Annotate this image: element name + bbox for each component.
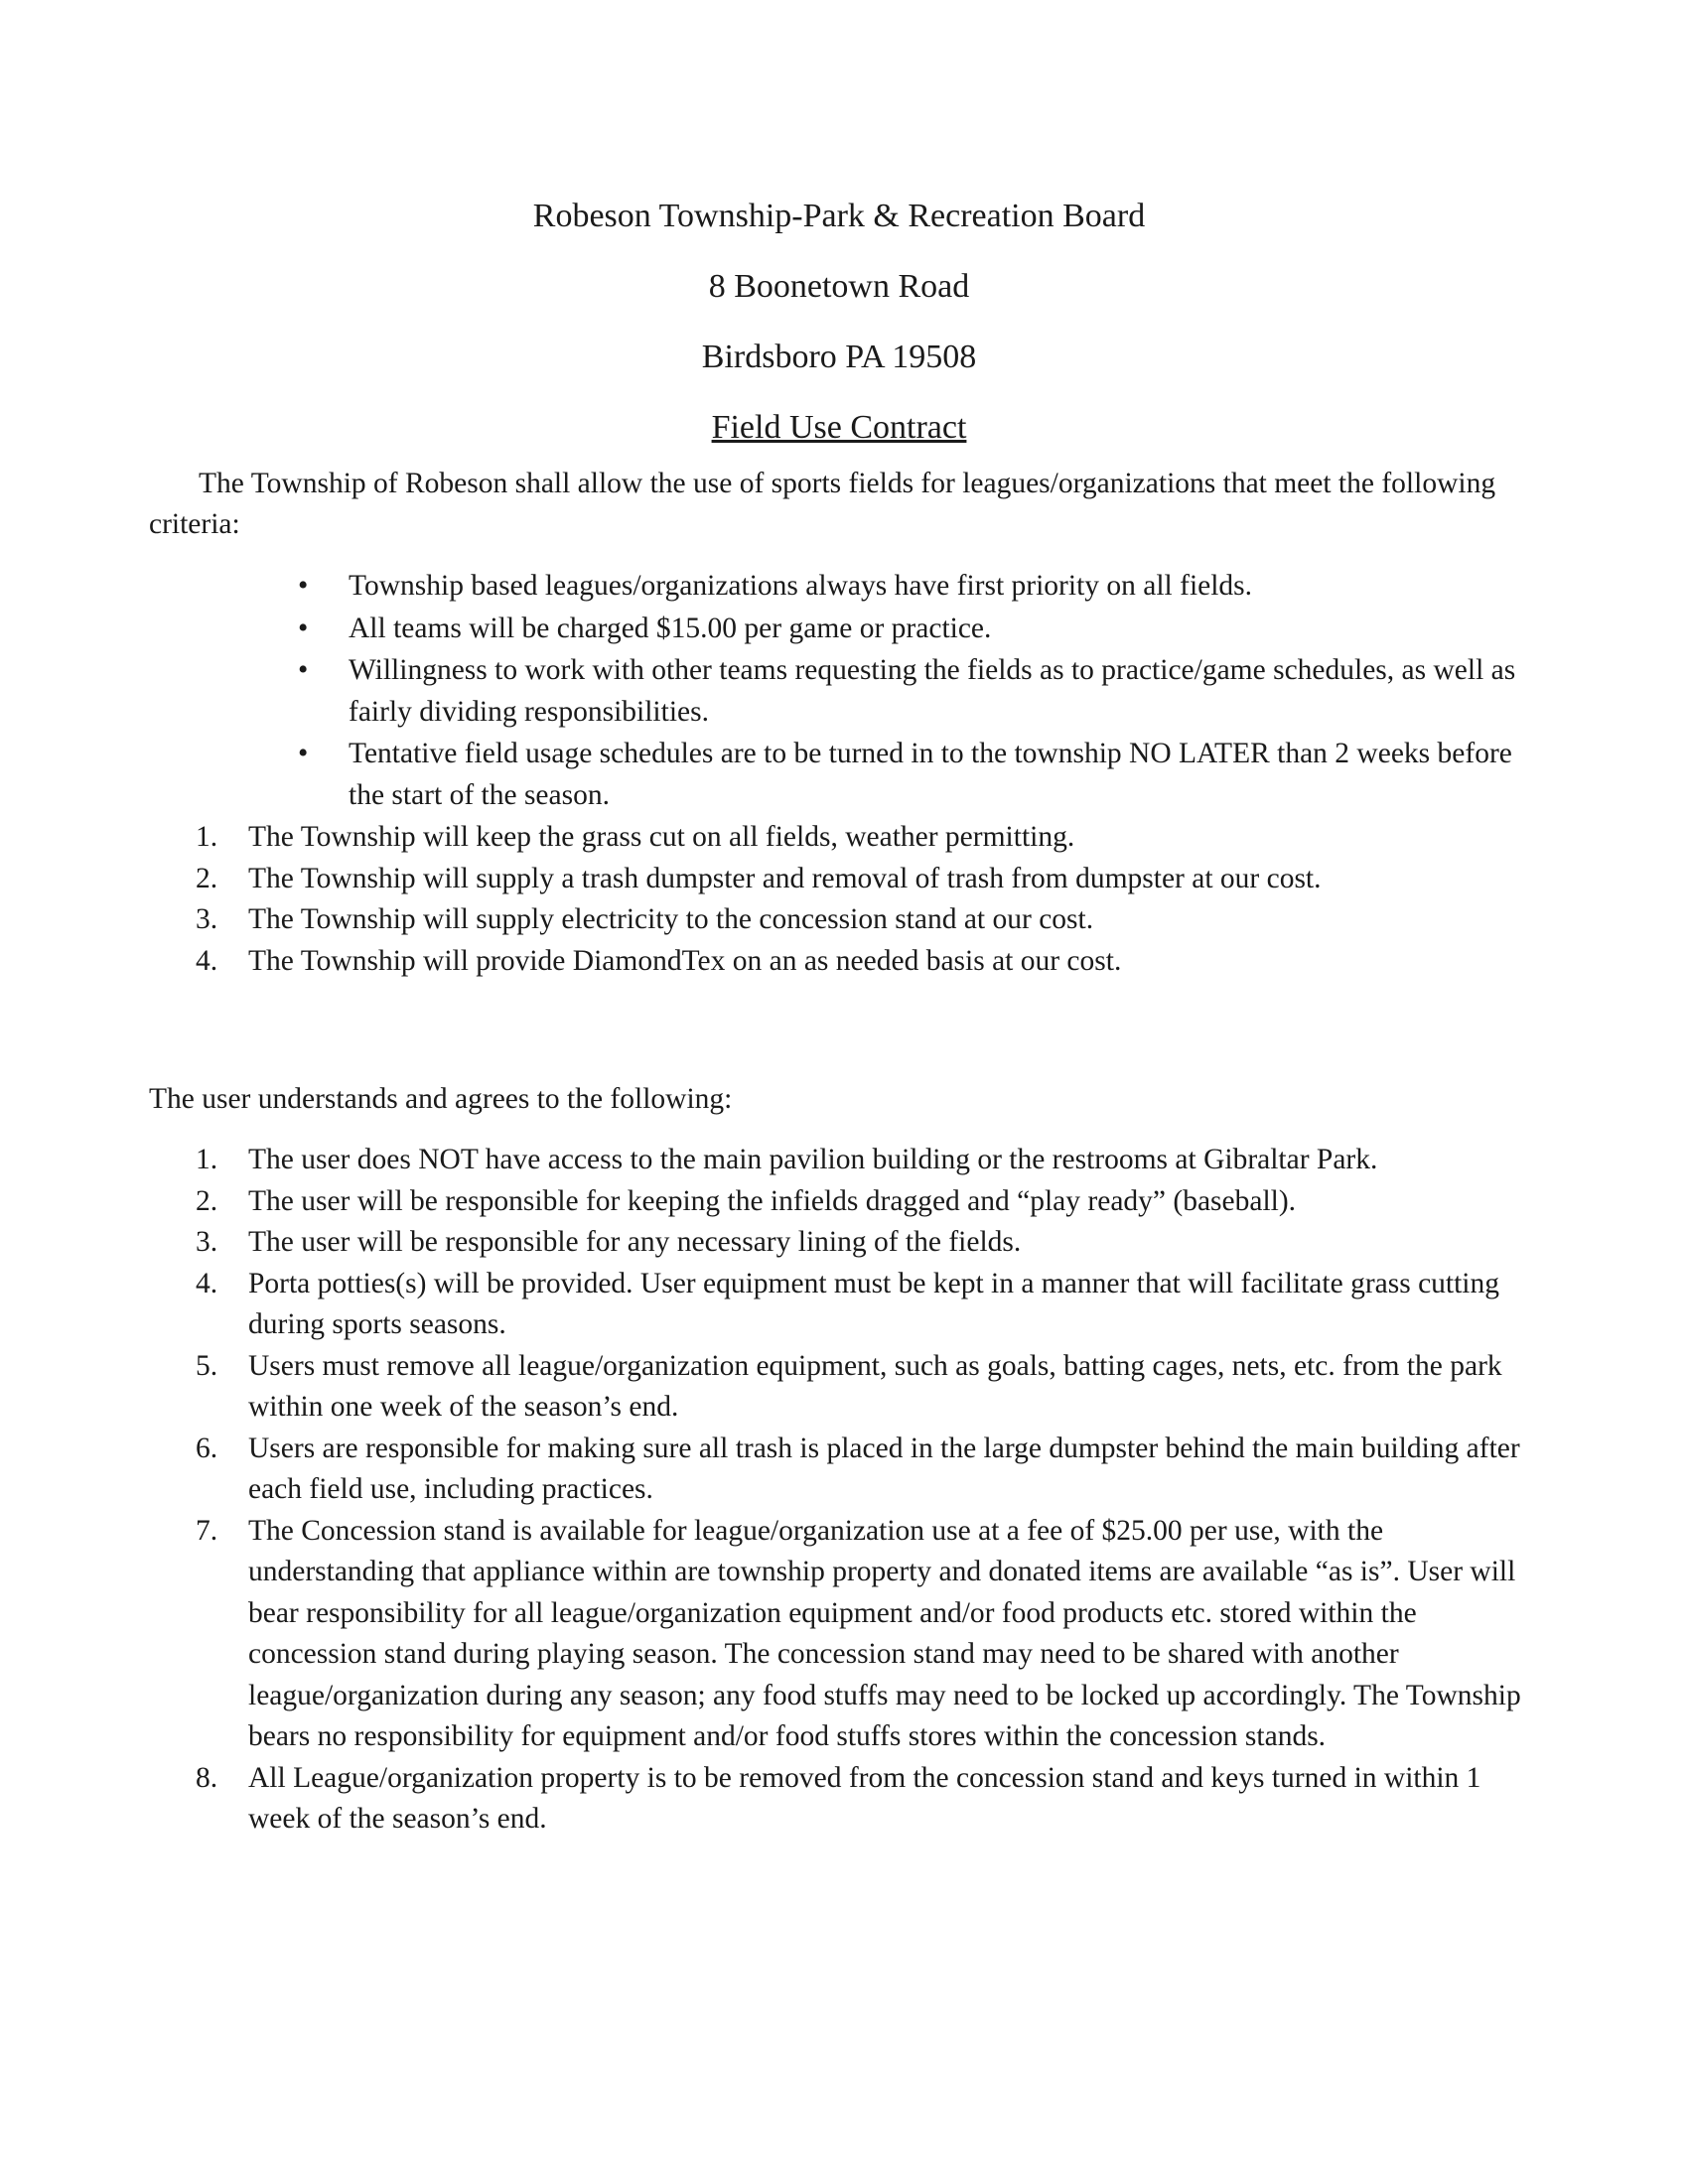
list-item [149, 1140, 1529, 1181]
list-item [149, 899, 1529, 941]
bullet-icon: • [298, 738, 309, 769]
item-text: Users are responsible for making sure all trash is placed in the large dumpster behind the main building after each field use, including practices. [248, 1432, 1520, 1505]
item-text: The Township will supply a trash dumpster and removal of trash from dumpster at our cost. [248, 862, 1322, 894]
document-title: Field Use Contract [711, 409, 967, 446]
list-item [149, 1429, 1529, 1511]
list-item [149, 941, 1529, 983]
item-number: 5. [196, 1349, 218, 1382]
item-number: 4. [196, 944, 218, 977]
city-state-zip: Birdsboro PA 19508 [701, 339, 977, 375]
item-text: The Township will keep the grass cut on all fields, weather permitting. [248, 821, 1075, 853]
list-item [149, 650, 1529, 733]
item-text: Porta potties(s) will be provided. User equipment must be kept in a manner that will facilitate grass cutting during sports seasons. [248, 1267, 1500, 1340]
item-text: All League/organization property is to be removed from the concession stand and keys turned in within 1 week of the season’s end. [248, 1761, 1481, 1835]
item-number: 2. [196, 862, 218, 894]
item-number: 8. [196, 1761, 218, 1794]
criteria-text: All teams will be charged $15.00 per game or practice. [349, 612, 992, 644]
street-address: 8 Boonetown Road [708, 268, 970, 305]
user-terms-list [149, 1140, 1529, 1841]
item-text: The Township will provide DiamondTex on an as needed basis at our cost. [248, 944, 1122, 977]
list-item [149, 1511, 1529, 1758]
item-number: 1. [196, 1144, 218, 1175]
item-number: 1. [196, 821, 218, 853]
list-item [149, 609, 1529, 650]
list-item [149, 1264, 1529, 1346]
item-number: 3. [196, 1226, 218, 1258]
item-text: The user will be responsible for keeping the infields dragged and “play ready” (baseball). [248, 1184, 1297, 1217]
list-item [149, 1222, 1529, 1264]
item-text: The user does NOT have access to the main pavilion building or the restrooms at Gibraltar Park. [248, 1144, 1378, 1175]
item-number: 6. [196, 1432, 218, 1464]
item-text: The Concession stand is available for league/organization use at a fee of $25.00 per use, with the understanding that appliance within are township property and donated items are available “as is”. User will bear responsibility for all league/organization equipment and/or food products etc. stored within the concession stand during playing season. The concession stand may need to be shared with another league/organization during any season; any food stuffs may need to be locked up accordingly. The Township bears no responsibility for equipment and/or food stuffs stores within the concession stands. [248, 1514, 1521, 1752]
bullet-icon: • [298, 612, 309, 644]
list-item [149, 859, 1529, 900]
item-number: 2. [196, 1184, 218, 1217]
item-text: The user will be responsible for any necessary lining of the fields. [248, 1226, 1022, 1258]
list-item [149, 1758, 1529, 1841]
intro-paragraph: The Township of Robeson shall allow the use of sports fields for leagues/organizations that meet the following criteria: [149, 468, 1496, 540]
criteria-list [149, 566, 1529, 816]
criteria-text: Township based leagues/organizations always have first priority on all fields. [349, 570, 1253, 602]
list-item [149, 817, 1529, 859]
item-text: The Township will supply electricity to the concession stand at our cost. [248, 903, 1094, 935]
user-agreement-intro: The user understands and agrees to the following: [149, 1083, 733, 1115]
item-text: Users must remove all league/organization equipment, such as goals, batting cages, nets, etc. from the park within one week of the season’s end. [248, 1349, 1502, 1423]
township-obligations-list [149, 817, 1529, 982]
bullet-icon: • [298, 570, 309, 602]
item-number: 4. [196, 1267, 218, 1299]
criteria-text: Tentative field usage schedules are to be turned in to the township NO LATER than 2 weeks before the start of the season. [349, 738, 1512, 811]
list-item [149, 1181, 1529, 1223]
list-item [149, 1346, 1529, 1429]
organization-name: Robeson Township-Park & Recreation Board [532, 198, 1146, 234]
list-item [149, 566, 1529, 608]
document-page [149, 195, 1529, 1841]
item-number: 7. [196, 1514, 218, 1547]
item-number: 3. [196, 903, 218, 935]
bullet-icon: • [298, 654, 309, 686]
criteria-text: Willingness to work with other teams requesting the fields as to practice/game schedules, as well as fairly dividing responsibilities. [349, 654, 1516, 728]
list-item [149, 734, 1529, 816]
